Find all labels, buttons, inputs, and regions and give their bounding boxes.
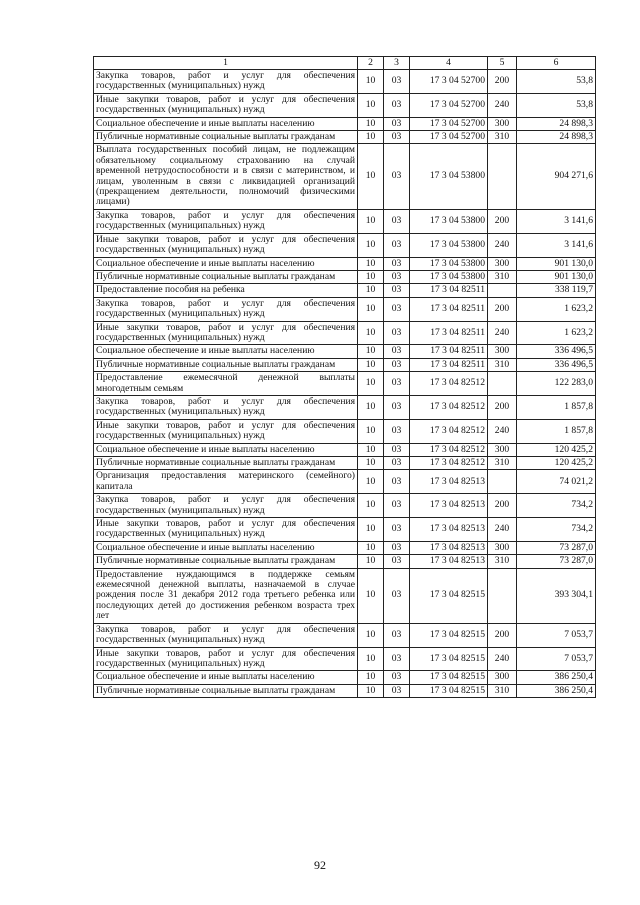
table-row	[94, 419, 596, 443]
row-description: Иные закупки товаров, работ и услуг для обеспечения государственных (муниципальных) нужд	[94, 93, 358, 117]
row-amount: 1 623,2	[517, 297, 596, 321]
row-amount: 7 053,7	[517, 647, 596, 671]
row-expense-type	[488, 372, 517, 396]
row-amount: 336 496,5	[517, 358, 596, 371]
table-row	[94, 457, 596, 470]
row-amount: 3 141,6	[517, 209, 596, 233]
row-expense-type: 200	[488, 209, 517, 233]
row-description: Организация предоставления материнского (семейного) капитала	[94, 470, 358, 494]
row-subsection: 03	[384, 70, 410, 94]
row-target-article: 17 3 04 82511	[410, 321, 488, 345]
row-amount: 3 141,6	[517, 233, 596, 257]
row-target-article: 17 3 04 82511	[410, 297, 488, 321]
row-subsection: 03	[384, 93, 410, 117]
row-description: Закупка товаров, работ и услуг для обеспечения государственных (муниципальных) нужд	[94, 494, 358, 518]
row-target-article: 17 3 04 82513	[410, 518, 488, 542]
row-amount: 734,2	[517, 494, 596, 518]
row-description: Публичные нормативные социальные выплаты гражданам	[94, 555, 358, 568]
row-expense-type: 300	[488, 541, 517, 554]
row-subsection: 03	[384, 257, 410, 270]
row-expense-type: 310	[488, 131, 517, 144]
row-subsection: 03	[384, 684, 410, 697]
table-row	[94, 541, 596, 554]
row-section: 10	[358, 321, 384, 345]
row-amount: 901 130,0	[517, 257, 596, 270]
header-cell-1: 1	[94, 57, 358, 70]
row-amount: 393 304,1	[517, 568, 596, 623]
row-expense-type: 240	[488, 647, 517, 671]
row-section: 10	[358, 518, 384, 542]
row-amount: 122 283,0	[517, 372, 596, 396]
row-description: Социальное обеспечение и иные выплаты населению	[94, 117, 358, 130]
table-row	[94, 270, 596, 283]
row-target-article: 17 3 04 52700	[410, 117, 488, 130]
row-section: 10	[358, 209, 384, 233]
row-description: Иные закупки товаров, работ и услуг для обеспечения государственных (муниципальных) нужд	[94, 518, 358, 542]
header-cell-2: 2	[358, 57, 384, 70]
row-expense-type	[488, 470, 517, 494]
row-target-article: 17 3 04 52700	[410, 93, 488, 117]
row-target-article: 17 3 04 82515	[410, 647, 488, 671]
row-section: 10	[358, 494, 384, 518]
row-expense-type: 310	[488, 555, 517, 568]
table-row	[94, 70, 596, 94]
row-subsection: 03	[384, 131, 410, 144]
table-row	[94, 345, 596, 358]
header-cell-6: 6	[517, 57, 596, 70]
row-description: Социальное обеспечение и иные выплаты населению	[94, 541, 358, 554]
row-description: Иные закупки товаров, работ и услуг для обеспечения государственных (муниципальных) нужд	[94, 321, 358, 345]
row-subsection: 03	[384, 419, 410, 443]
row-description: Социальное обеспечение и иные выплаты населению	[94, 345, 358, 358]
row-amount: 53,8	[517, 70, 596, 94]
row-target-article: 17 3 04 82513	[410, 494, 488, 518]
row-section: 10	[358, 233, 384, 257]
row-target-article: 17 3 04 53800	[410, 144, 488, 209]
header-cell-5: 5	[488, 57, 517, 70]
row-subsection: 03	[384, 443, 410, 456]
row-expense-type	[488, 284, 517, 297]
row-section: 10	[358, 372, 384, 396]
row-expense-type: 200	[488, 395, 517, 419]
row-amount: 1 857,8	[517, 395, 596, 419]
row-expense-type: 310	[488, 358, 517, 371]
row-description: Закупка товаров, работ и услуг для обеспечения государственных (муниципальных) нужд	[94, 70, 358, 94]
row-target-article: 17 3 04 82511	[410, 345, 488, 358]
row-section: 10	[358, 93, 384, 117]
table-row	[94, 358, 596, 371]
row-subsection: 03	[384, 233, 410, 257]
row-target-article: 17 3 04 82512	[410, 372, 488, 396]
row-target-article: 17 3 04 82513	[410, 470, 488, 494]
row-amount: 386 250,4	[517, 684, 596, 697]
row-expense-type: 200	[488, 623, 517, 647]
row-target-article: 17 3 04 82512	[410, 443, 488, 456]
row-subsection: 03	[384, 541, 410, 554]
budget-table-body	[94, 57, 596, 698]
row-target-article: 17 3 04 82515	[410, 623, 488, 647]
row-target-article: 17 3 04 53800	[410, 257, 488, 270]
row-expense-type: 200	[488, 494, 517, 518]
row-target-article: 17 3 04 53800	[410, 270, 488, 283]
table-row	[94, 372, 596, 396]
row-section: 10	[358, 470, 384, 494]
row-description: Предоставление нуждающимся в поддержке семьям ежемесячной денежной выплаты, назначаемой в случае рождения после 31 декабря 2012 года третьего ребенка или последующих детей до достижения ребенком возраста трех лет	[94, 568, 358, 623]
row-amount: 7 053,7	[517, 623, 596, 647]
row-description: Иные закупки товаров, работ и услуг для обеспечения государственных (муниципальных) нужд	[94, 647, 358, 671]
row-subsection: 03	[384, 470, 410, 494]
row-section: 10	[358, 419, 384, 443]
row-subsection: 03	[384, 623, 410, 647]
row-subsection: 03	[384, 671, 410, 684]
table-row	[94, 117, 596, 130]
row-subsection: 03	[384, 358, 410, 371]
row-expense-type	[488, 144, 517, 209]
row-target-article: 17 3 04 52700	[410, 131, 488, 144]
row-target-article: 17 3 04 82515	[410, 568, 488, 623]
row-description: Социальное обеспечение и иные выплаты населению	[94, 671, 358, 684]
row-amount: 24 898,3	[517, 131, 596, 144]
table-row	[94, 144, 596, 209]
row-description: Закупка товаров, работ и услуг для обеспечения государственных (муниципальных) нужд	[94, 297, 358, 321]
row-amount: 386 250,4	[517, 671, 596, 684]
row-section: 10	[358, 345, 384, 358]
row-expense-type: 310	[488, 684, 517, 697]
row-expense-type: 310	[488, 270, 517, 283]
row-description: Закупка товаров, работ и услуг для обеспечения государственных (муниципальных) нужд	[94, 395, 358, 419]
row-description: Публичные нормативные социальные выплаты гражданам	[94, 684, 358, 697]
row-section: 10	[358, 647, 384, 671]
row-description: Публичные нормативные социальные выплаты гражданам	[94, 457, 358, 470]
row-amount: 901 130,0	[517, 270, 596, 283]
row-section: 10	[358, 117, 384, 130]
row-subsection: 03	[384, 395, 410, 419]
row-description: Социальное обеспечение и иные выплаты населению	[94, 443, 358, 456]
row-section: 10	[358, 684, 384, 697]
table-row	[94, 647, 596, 671]
table-row	[94, 623, 596, 647]
row-section: 10	[358, 671, 384, 684]
row-subsection: 03	[384, 270, 410, 283]
table-row	[94, 518, 596, 542]
row-description: Публичные нормативные социальные выплаты гражданам	[94, 270, 358, 283]
row-amount: 120 425,2	[517, 443, 596, 456]
row-subsection: 03	[384, 457, 410, 470]
row-section: 10	[358, 70, 384, 94]
table-row	[94, 297, 596, 321]
table-row	[94, 684, 596, 697]
row-expense-type: 240	[488, 321, 517, 345]
row-target-article: 17 3 04 82515	[410, 684, 488, 697]
row-expense-type: 300	[488, 257, 517, 270]
row-target-article: 17 3 04 82512	[410, 395, 488, 419]
row-subsection: 03	[384, 284, 410, 297]
row-target-article: 17 3 04 82513	[410, 555, 488, 568]
table-row	[94, 568, 596, 623]
row-subsection: 03	[384, 144, 410, 209]
row-expense-type: 240	[488, 233, 517, 257]
table-row	[94, 233, 596, 257]
row-target-article: 17 3 04 53800	[410, 209, 488, 233]
row-target-article: 17 3 04 82511	[410, 358, 488, 371]
row-subsection: 03	[384, 555, 410, 568]
row-description: Публичные нормативные социальные выплаты гражданам	[94, 358, 358, 371]
row-target-article: 17 3 04 53800	[410, 233, 488, 257]
row-expense-type: 310	[488, 457, 517, 470]
row-section: 10	[358, 555, 384, 568]
row-expense-type	[488, 568, 517, 623]
row-amount: 904 271,6	[517, 144, 596, 209]
row-section: 10	[358, 144, 384, 209]
budget-table	[93, 56, 596, 698]
row-description: Закупка товаров, работ и услуг для обеспечения государственных (муниципальных) нужд	[94, 209, 358, 233]
row-target-article: 17 3 04 82513	[410, 541, 488, 554]
row-amount: 120 425,2	[517, 457, 596, 470]
row-amount: 1 857,8	[517, 419, 596, 443]
table-row	[94, 443, 596, 456]
row-subsection: 03	[384, 117, 410, 130]
row-description: Предоставление ежемесячной денежной выплаты многодетным семьям	[94, 372, 358, 396]
row-section: 10	[358, 270, 384, 283]
table-row	[94, 470, 596, 494]
row-expense-type: 300	[488, 443, 517, 456]
header-cell-4: 4	[410, 57, 488, 70]
row-section: 10	[358, 623, 384, 647]
row-subsection: 03	[384, 345, 410, 358]
table-row	[94, 555, 596, 568]
row-amount: 53,8	[517, 93, 596, 117]
table-row	[94, 93, 596, 117]
row-description: Иные закупки товаров, работ и услуг для обеспечения государственных (муниципальных) нужд	[94, 419, 358, 443]
row-expense-type: 300	[488, 345, 517, 358]
row-amount: 24 898,3	[517, 117, 596, 130]
table-header-row	[94, 57, 596, 70]
row-description: Социальное обеспечение и иные выплаты населению	[94, 257, 358, 270]
row-amount: 73 287,0	[517, 541, 596, 554]
table-row	[94, 131, 596, 144]
row-section: 10	[358, 395, 384, 419]
row-subsection: 03	[384, 372, 410, 396]
header-cell-3: 3	[384, 57, 410, 70]
row-subsection: 03	[384, 518, 410, 542]
row-section: 10	[358, 443, 384, 456]
row-amount: 73 287,0	[517, 555, 596, 568]
row-subsection: 03	[384, 568, 410, 623]
row-description: Иные закупки товаров, работ и услуг для обеспечения государственных (муниципальных) нужд	[94, 233, 358, 257]
row-target-article: 17 3 04 82512	[410, 457, 488, 470]
row-section: 10	[358, 297, 384, 321]
table-row	[94, 395, 596, 419]
table-row	[94, 494, 596, 518]
row-expense-type: 240	[488, 93, 517, 117]
row-target-article: 17 3 04 82515	[410, 671, 488, 684]
row-section: 10	[358, 131, 384, 144]
table-row	[94, 257, 596, 270]
row-expense-type: 200	[488, 70, 517, 94]
row-expense-type: 300	[488, 117, 517, 130]
row-expense-type: 240	[488, 419, 517, 443]
row-target-article: 17 3 04 82511	[410, 284, 488, 297]
row-amount: 74 021,2	[517, 470, 596, 494]
row-description: Выплата государственных пособий лицам, не подлежащим обязательному социальному страхованию на случай временной нетрудоспособности и в связи с материнством, и лицам, уволенным в связи с ликвидацией организаций (прекращением деятельности, полномочий физическими лицами)	[94, 144, 358, 209]
row-description: Предоставление пособия на ребенка	[94, 284, 358, 297]
row-amount: 336 496,5	[517, 345, 596, 358]
row-section: 10	[358, 457, 384, 470]
row-section: 10	[358, 541, 384, 554]
row-description: Закупка товаров, работ и услуг для обеспечения государственных (муниципальных) нужд	[94, 623, 358, 647]
row-section: 10	[358, 568, 384, 623]
row-expense-type: 240	[488, 518, 517, 542]
row-target-article: 17 3 04 82512	[410, 419, 488, 443]
row-subsection: 03	[384, 321, 410, 345]
row-expense-type: 200	[488, 297, 517, 321]
row-expense-type: 300	[488, 671, 517, 684]
row-subsection: 03	[384, 647, 410, 671]
row-section: 10	[358, 358, 384, 371]
row-subsection: 03	[384, 209, 410, 233]
row-description: Публичные нормативные социальные выплаты гражданам	[94, 131, 358, 144]
page-number: 92	[314, 858, 326, 872]
table-row	[94, 671, 596, 684]
table-row	[94, 284, 596, 297]
row-amount: 734,2	[517, 518, 596, 542]
row-section: 10	[358, 284, 384, 297]
row-amount: 338 119,7	[517, 284, 596, 297]
row-subsection: 03	[384, 494, 410, 518]
row-target-article: 17 3 04 52700	[410, 70, 488, 94]
table-row	[94, 321, 596, 345]
row-amount: 1 623,2	[517, 321, 596, 345]
table-row	[94, 209, 596, 233]
row-subsection: 03	[384, 297, 410, 321]
row-section: 10	[358, 257, 384, 270]
